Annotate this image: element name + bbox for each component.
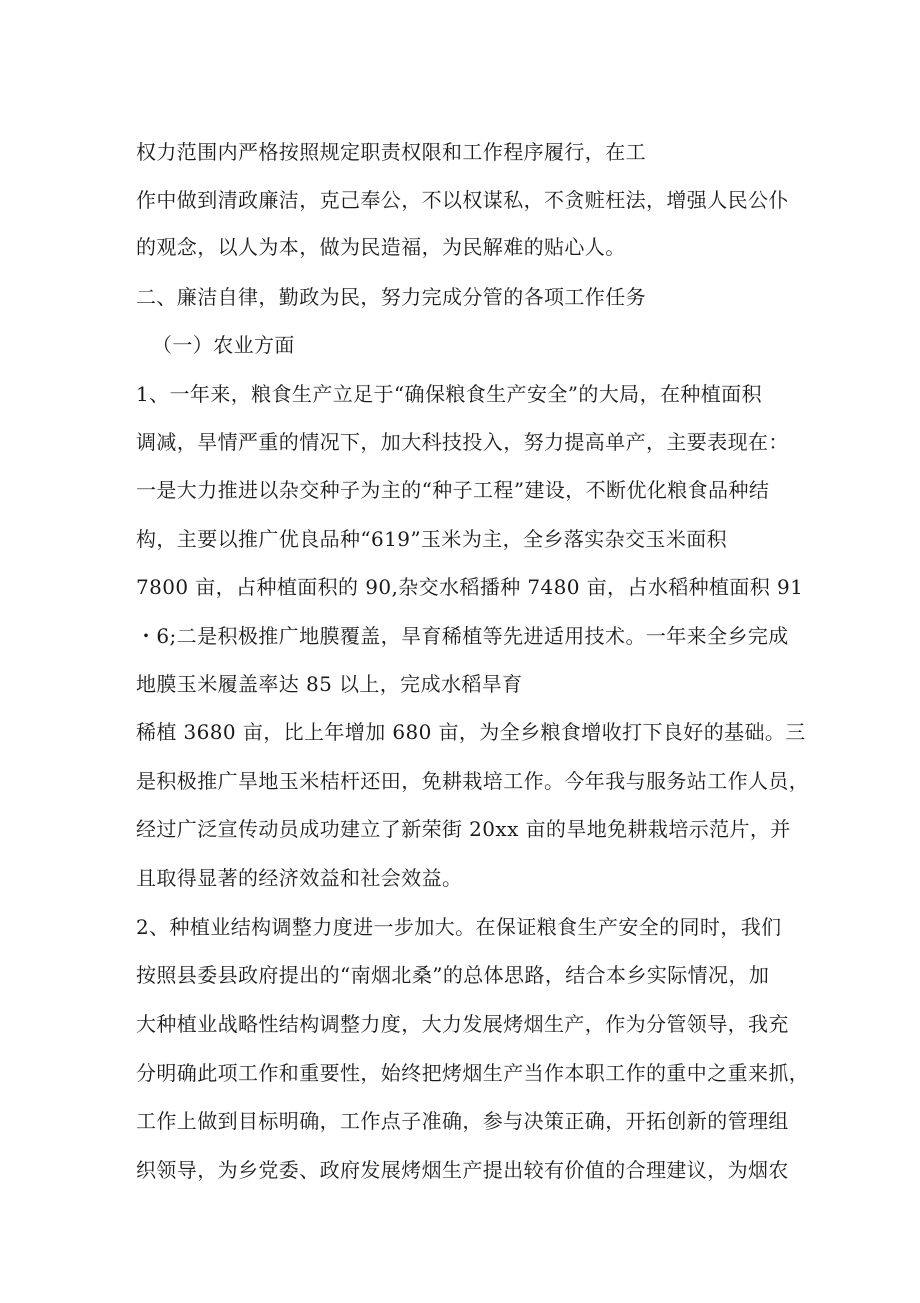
text-line-2: 作中做到清政廉洁，克己奉公，不以权谋私，不贪赃枉法，增强人民公仆 <box>136 188 789 212</box>
text-line-14: 是积极推广旱地玉米桔杆还田，免耕栽培工作。今年我与服务站工作人员， <box>136 769 810 793</box>
text-line-20: 分明确此项工作和重要性，始终把烤烟生产当作本职工作的重中之重来抓， <box>136 1061 810 1085</box>
text-line-21: 工作上做到目标明确，工作点子准确，参与决策正确，开拓创新的管理组 <box>136 1109 789 1133</box>
text-line-19: 大种植业战略性结构调整力度，大力发展烤烟生产，作为分管领导，我充 <box>136 1012 789 1036</box>
section-heading: 二、廉洁自律，勤政为民，努力完成分管的各项工作任务 <box>136 285 646 309</box>
text-line-15: 经过广泛宣传动员成功建立了新荣街 20xx 亩的旱地免耕栽培示范片，并 <box>136 817 791 841</box>
text-line-12: 地膜玉米履盖率达 85 以上，完成水稻旱育 <box>136 672 523 696</box>
text-line-18: 按照县委县政府提出的“南烟北桑”的总体思路，结合本乡实际情况，加 <box>136 963 770 987</box>
text-line-11: ・6;二是积极推广地膜覆盖，旱育稀植等先进适用技术。一年来全乡完成 <box>136 624 789 648</box>
text-line-22: 织领导，为乡党委、政府发展烤烟生产提出较有价值的合理建议，为烟农 <box>136 1158 789 1182</box>
text-line-3: 的观念，以人为本，做为民造福，为民解难的贴心人。 <box>136 235 626 259</box>
text-line-10: 7800 亩，占种植面积的 90,杂交水稻播种 7480 亩，占水稻种植面积 91 <box>136 575 804 599</box>
subsection-heading: （一）农业方面 <box>152 333 295 357</box>
text-line-1: 权力范围内严格按照规定职责权限和工作程序履行，在工 <box>136 140 646 164</box>
text-line-17: 2、种植业结构调整力度进一步加大。在保证粮食生产安全的同时，我们 <box>136 915 782 939</box>
text-line-9: 构，主要以推广优良品种“619”玉米为主，全乡落实杂交玉米面积 <box>136 527 728 551</box>
text-line-13: 稀植 3680 亩，比上年增加 680 亩，为全乡粮食增收打下良好的基础。三 <box>136 720 806 744</box>
text-line-8: 一是大力推进以杂交种子为主的“种子工程”建设，不断优化粮食品种结 <box>136 478 770 502</box>
text-line-7: 调减，旱情严重的情况下，加大科技投入，努力提高单产，主要表现在： <box>136 430 789 454</box>
text-line-6: 1、一年来，粮食生产立足于“确保粮食生产安全”的大局，在种植面积 <box>136 382 762 406</box>
text-line-16: 且取得显著的经济效益和社会效益。 <box>136 866 463 890</box>
